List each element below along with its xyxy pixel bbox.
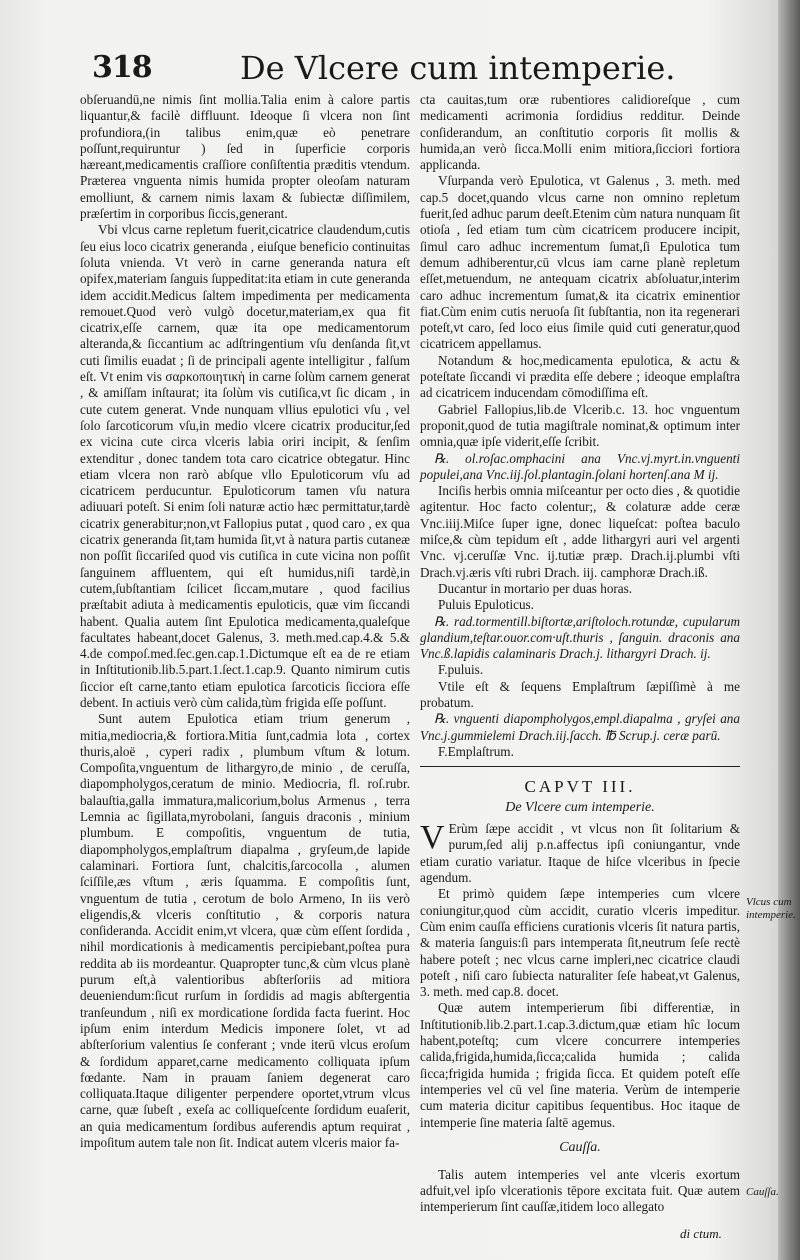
- left-column: [80, 92, 410, 1151]
- drop-cap: V: [420, 819, 445, 857]
- recipe-instruction: F.Emplaſtrum.: [438, 743, 514, 759]
- chapter-heading: CAPVT III.: [524, 777, 636, 797]
- catchword: di ctum.: [680, 1226, 722, 1241]
- recipe: ℞. ol.roſac.omphacini ana Vnc.vj.myrt.in.vnguenti populei,ana Vnc.iij.ſol.plantagin.ſolani hortenſ.ana M ij.: [420, 450, 740, 482]
- page-number: 318: [92, 50, 152, 85]
- paragraph: cta cauitas,tum oræ rubentiores calidioreſque , cum medicamenti acrimonia ſordidius redditur. Deinde conſiderandum, an conſtitutio corporis ſit mollis & humida,an verò ſicca.Molli enim mitiora,ſicciori fortiora applicanda.: [420, 92, 740, 173]
- right-column: [420, 92, 740, 1216]
- paragraph: Notandum & hoc,medicamenta epulotica, & actu & poteſtate ſiccandi vi prædita eſſe debere ; ideoque emplaſtra ad cicatricem inducendam cōmodiſſima eſt.: [420, 352, 740, 401]
- paragraph: Ducantur in mortario per duas horas.: [438, 580, 633, 596]
- paragraph: Quæ autem intemperierum ſibi differentiæ, in Inſtitutionib.lib.2.part.1.cap.3.dictum,quæ etiam hîc locum habent,poteſtq; cum vlcere concurrere intemperies calida,frigida,humida,ſicca;calida humida ; calida ſicca;frigida humida ; frigida ſicca. Et quidem poteſt eſſe intemperies vel cū vel ſine materia. Verùm de intemperie cum materia dicitur capitibus ſequentibus. Hoc itaque de intemperie ſine materia ſaltē agemus.: [420, 1000, 740, 1130]
- paragraph: Vſurpanda verò Epulotica, vt Galenus , 3. meth. med cap.5 docet,quando vlcus carne non omnino repletum fuerit,ſed adhuc parum deeſt.Etenim cùm natura nunquam ſit otioſa , ſed etiam tum cùm cicatricem producere incipit, ſimul caro adhuc incrementum ſumat,ſi Epulotica tum demum adhiberentur,cū vlcus iam carne planè repletum eſſet,metuendum, ne antequam cicatrix abſoluatur,interim caro adhuc incrementum ſumat,& ita cicatrix eminentior fiat.Cùm enim cutis neruoſa ſit ſubſtantia, non ita regenerari poteſt,vt caro, ſed loco eius ſimile quid cuti generatur,quod cicatricem appellamus.: [420, 173, 740, 352]
- paragraph: Gabriel Fallopius,lib.de Vlcerib.c. 13. hoc vnguentum proponit,quod de tutia magiſtrale nominat,& optimum inter omnia,quæ ipſe viderit,eſſe ſcribit.: [420, 401, 740, 450]
- running-head: [92, 48, 692, 90]
- recipe: ℞. rad.tormentill.biſtortæ,ariſtoloch.rotundæ, cupularum glandium,teſtar.ouor.com·uſt.thuris , ſanguin. draconis ana Vnc.ß.lapidis calaminaris Drach.j. lithargyri Drach. ij.: [420, 613, 740, 662]
- paragraph: Vtile eſt & ſequens Emplaſtrum ſæpiſſimè à me probatum.: [420, 678, 740, 710]
- paragraph: Sunt autem Epulotica etiam trium generum , mitia,mediocria,& fortiora.Mitia ſunt,cadmia lota , cortex thuris,aloë , cyperi radix , plumbum vſtum & lotum. Compoſita,vnguentum de lithargyro,de minio , de ceruſſa, diapompholygos,ceratum de minio. Mediocria, fl. roſ.rubr. balauſtia,galla immatura,malicorium,bolus Armenus , terra Lemnia ac ſigillata,myrobolani, ſanguis draconis , minium plumbum. E compoſitis, vnguentum de tutia, diapompholygos,emplaſtrum diapalma , gryſeum,de lapide calaminari. Fortiora ſunt, chalcitis,ſarcocolla , alumen ſciſſile,æs vſtum , æris ſquamma. E compoſitis ſunt, vnguentum de tutia , cerotum de bolo Armeno, In iis verò eligendis,& vlceris conſtitutio , & corporis natura conſideranda. Accidit enim,vt vlcera, quæ cùm eſſent ſordida , nihil mordicationis à medicamentis percipiebant,poſtea pura reddita ab iis mordeantur. Quapropter tunc,& cùm vlcus planè purum eſt,à valentioribus abſterſoriis ad mitiora deueniendum:ſicut rurſum in ſordidis ad magis abſtergentia tranſeundum , niſi ex mordicatione ſordida facta fuerint. Hoc ipſum enim interdum Medicis imponere ſolet, vt ad abſterſorium valentius ſe conferant ; vnde iterū vlcus eroſum & ſordidum apparet,carne medicamento colliquata ipſum fœdante. Nam in prauam ſaniem degenerat caro colliquata.Itaque diligenter perpendere oportet,vtrum vlcus carne, quæ ſubeſt , exeſa ac colliqueſcente ſordidum euaſerit, an quia medicamentum ſordibus auferendis aptum requirat , impoſitum autem tale non ſit. Indicat autem vlceris maior fa-: [80, 711, 410, 1150]
- margin-note-causa: Cauſſa.: [746, 1186, 779, 1198]
- recipe: ℞. vnguenti diapompholygos,empl.diapalma , gryſei ana Vnc.j.gummielemi Drach.iij.ſacch. ℔ Scrup.j. ceræ parū.: [420, 711, 740, 743]
- paragraph: [420, 821, 740, 886]
- paragraph: Vbi vlcus carne repletum fuerit,cicatrice claudendum,cutis ſeu eius loco cicatrix generanda , eiuſque beneficio continuitas ſoluta vnienda. Vt verò in carne generanda natura eſt opifex,materiam ſanguis ſuppeditat:ita etiam in cute generanda idem accidit.Medicus ſaltem impedimenta per medicamenta remouet.Quod verò vulgò docetur,materiam,ex qua fit cicatrix,eſſe carnem, quæ ita ope medicamentorum alteranda,& ſiccantium ac adſtringentium vſu denſanda ſit,vt cuti ſimilis euadat ; ſi de principali agente intelligitur , falſum eſt. Vt enim vis σαρκοποιητικὴ in carne ſolùm carnem generat , & amiſſam inſtaurat; ita ſolùm vis cutiſica,vt ſic dicam , in cute cutem generat. Vnde nunquam vllius epulotici vſu , vel ſolo ſarcoticorum vſu,in medio vlcere cicatrix producitur,ſed ex vicina cute circa vlceris labia oriri incipit, & ſenſim extenditur , donec tandem tota caro cicatrice obtegatur. Hinc etiam vlcera non rarò abſque vllo Epuloticorum vſu ad cicatricem perducuntur. Epuloticorum tamen vſu natura adiuuari poteſt. Si enim ſoli naturæ actio hæc permittatur,tardè cicatrix generabitur;non,vt Fallopius putat , quod caro , ex qua cicatrix generanda ſit,tam humida ſit,vt à natura partis cutaneæ non poſſit ſiccariſed quod vis cutiſica in cute vicina non poſſit ſanguinem affluentem, qui eſt humidus,niſi tardè,in cutem,ſubſtantiam ſcilicet ſiccam,mutare , quod facilius præſtabit adiuta à medicamentis epuloticis, quæ vim ſiccandi habent. Qualia autem ſint Epulotica medicamenta,qualeſque facultates habeant,docet Galenus, 3. meth.med.cap.4.& 5.& 4.de compoſ.med.ſec.gen.cap.1.Dictumque eſt ea de re etiam in Inſtitutionib.lib.5.part.1.ſect.1.cap.9. Quanto nimirum cutis ſiccior eſt carne,tanto etiam epulotica ſarcoticis ſicciora eſſe debent. In actiuis verò cùm calida,tùm frigida eſſe poſſunt.: [80, 222, 410, 710]
- running-title: De Vlcere cum intemperie.: [240, 49, 676, 87]
- section-heading-causa: Cauſſa.: [559, 1139, 601, 1155]
- chapter-subheading: De Vlcere cum intemperie.: [505, 800, 655, 816]
- margin-note-intemperie: Vlcus cum intemperie.: [746, 896, 796, 921]
- page-edge-shadow: [778, 0, 800, 1260]
- recipe-instruction: F.puluis.: [438, 662, 484, 678]
- paragraph: Et primò quidem ſæpe intemperies cum vlcere coniungitur,quod cùm accidit, curatio vlceris impeditur. Cùm enim cauſſa efficiens curationis vlceris ſit natura partis, & materia ſanguis:ſi pars intemperata ſit,neutrum ſeſe rectè habere poteſt ; nec vlcus carne impleri,nec cicatrice claudi poteſt , niſi caro ſubiecta naturaliter ſeſe habeat,vt Galenus, 3. meth. med cap.8. docet.: [420, 886, 740, 1000]
- paragraph-text: Erùm ſæpe accidit , vt vlcus non ſit ſolitarium & purum,ſed alij p.n.affectus ipſi coniungantur, vnde etiam curatio variatur. Itaque de hiſce vlceribus in ſpecie agendum.: [420, 821, 740, 886]
- recipe-title: Puluis Epuloticus.: [438, 597, 534, 613]
- paragraph: obſeruandū,ne nimis ſint mollia.Talia enim à calore partis liquantur,& facilè diffluunt. Ideoque ſi vlcera non ſint profundiora,(in talibus enim,quæ eò penetrare poſſunt,requiruntur ) ſed in ſuperficie corporis hæreant,medicamentis craſſiore conſiſtentia præditis vtendum. Præterea vnguenta nimis humida propter oleoſam naturam emolliunt, & carnem nimis laxam & ſubiectæ diſſimilem, præſertim in corporibus ſiccis,generant.: [80, 92, 410, 222]
- divider-rule: [420, 766, 740, 767]
- paragraph: Inciſis herbis omnia miſceantur per octo dies , & quotidie agitentur. Hoc facto colentur;, & colaturæ adde ceræ Vnc.iiij.Miſce ſuper igne, donec liqueſcat: poſtea baculo miſce,& cùm tepidum eſt , adde lithargyri auri vel argenti Vnc. vj.ceruſſæ Vnc. ij.tutiæ præp. Drach.ij.plumbi vſti Drach.vj.æris vſti rubri Drach. iij. camphoræ Drach.iß.: [420, 483, 740, 580]
- paragraph: Talis autem intemperies vel ante vlceris exortum adfuit,vel ipſo vlcerationis tēpore excitata fuit. Quæ autem intemperierum ſint cauſſæ,itidem loco allegato: [420, 1166, 740, 1215]
